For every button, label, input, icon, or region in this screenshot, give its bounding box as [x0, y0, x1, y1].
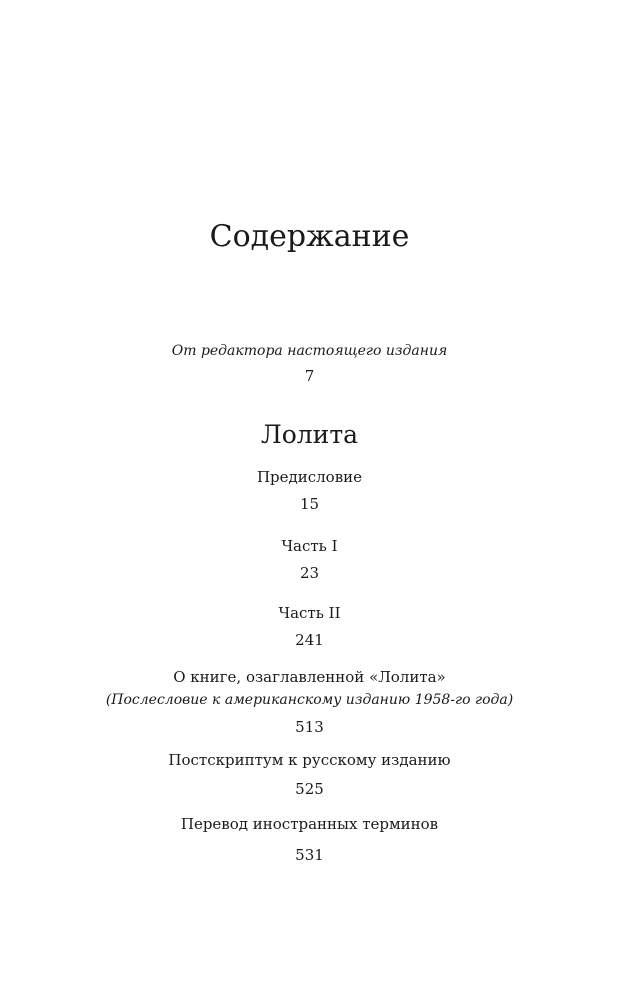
- toc-entry-page: 525: [295, 780, 324, 798]
- toc-entry-editor-title[interactable]: От редактора настоящего издания: [171, 343, 448, 359]
- toc-entry-title[interactable]: О книге, озаглавленной «Лолита»: [173, 668, 446, 686]
- toc-entry-title[interactable]: Часть II: [278, 604, 341, 622]
- toc-heading: Содержание: [209, 219, 410, 254]
- book-title: Лолита: [260, 420, 359, 449]
- toc-entry-title[interactable]: Предисловие: [256, 468, 363, 486]
- toc-entry-page: 15: [299, 495, 320, 513]
- toc-entry-title[interactable]: Перевод иностранных терминов: [180, 815, 439, 833]
- toc-entry-page: 531: [295, 846, 324, 864]
- toc-entry-title[interactable]: Постскриптум к русскому изданию: [168, 751, 451, 769]
- toc-entry-page: 23: [299, 564, 320, 582]
- toc-entry-page: 513: [295, 718, 324, 736]
- toc-entry-page: 241: [295, 631, 324, 649]
- toc-entry-title[interactable]: Часть I: [281, 537, 338, 555]
- toc-entry-subtitle: (Послесловие к американскому изданию 1958-го года): [105, 692, 514, 708]
- toc-entry-editor-page: 7: [304, 367, 315, 385]
